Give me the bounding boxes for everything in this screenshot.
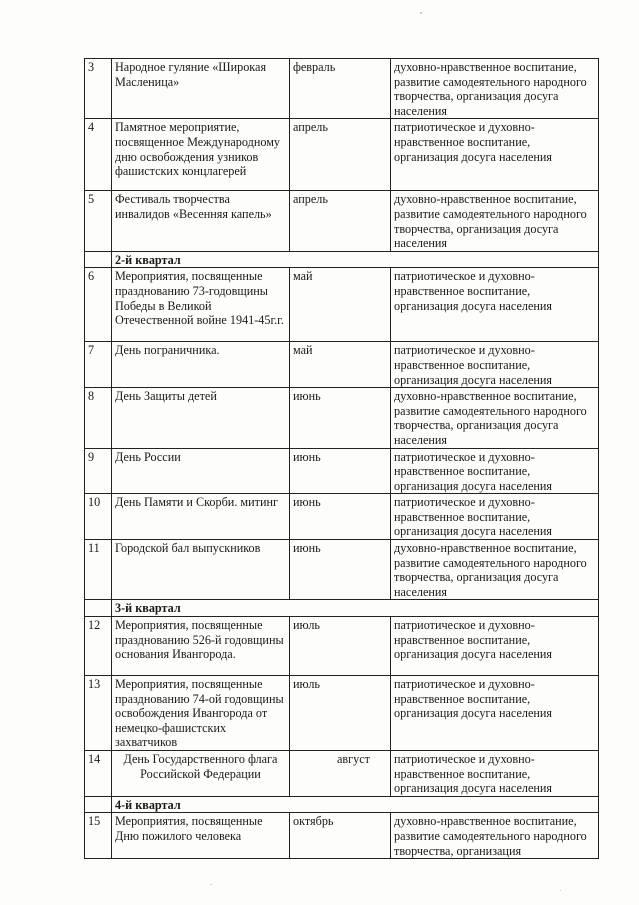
quarter-header-row [85,251,599,268]
event-date-cell: апрель [290,119,391,191]
event-name-cell: Памятное мероприятие, посвященное Международному дню освобождения узников фашистских концлагерей [112,119,290,191]
event-row [85,119,599,191]
event-name-cell: День пограничника. [112,342,290,388]
event-name-cell: Мероприятия, посвященные празднованию 526-й годовщины основания Ивангорода. [112,617,290,676]
event-row [85,540,599,600]
event-name-cell: День Защиты детей [112,388,290,448]
event-date-cell: июль [290,676,391,751]
event-goal-cell: духовно-нравственное воспитание, развитие самодеятельного народного творчества, организация досуга населения [391,191,599,251]
event-goal-cell: патриотическое и духовно-нравственное воспитание, организация досуга населения [391,676,599,751]
event-row [85,342,599,388]
event-date-cell: июнь [290,540,391,600]
event-goal-cell: духовно-нравственное воспитание, развитие самодеятельного народного творчества, организация досуга населения [391,540,599,600]
event-date-cell: февраль [290,59,391,119]
event-date-cell: июнь [290,494,391,540]
event-date-cell: июнь [290,448,391,494]
event-goal-cell: патриотическое и духовно-нравственное воспитание, организация досуга населения [391,268,599,342]
event-goal-cell: патриотическое и духовно-нравственное воспитание, организация досуга населения [391,448,599,494]
event-number-cell: 6 [85,268,112,342]
event-goal-cell: духовно-нравственное воспитание, развитие самодеятельного народного творчества, организация досуга населения [391,59,599,119]
event-number-cell: 12 [85,617,112,676]
event-number-cell: 9 [85,448,112,494]
quarter-row-num-cell [85,600,112,617]
event-name-cell: Фестиваль творчества инвалидов «Весенняя капель» [112,191,290,251]
quarter-row-num-cell [85,796,112,813]
quarter-label: 2-й квартал [112,251,599,268]
event-goal-cell: патриотическое и духовно-нравственное воспитание, организация досуга населения [391,617,599,676]
event-number-cell: 5 [85,191,112,251]
event-date-cell: июль [290,617,391,676]
event-name-cell: Городской бал выпускников [112,540,290,600]
event-number-cell: 7 [85,342,112,388]
event-date-cell: октябрь [290,813,391,859]
event-number-cell: 14 [85,751,112,797]
event-goal-cell: духовно-нравственное воспитание, развитие самодеятельного народного творчества, организация [391,813,599,859]
event-goal-cell: патриотическое и духовно-нравственное воспитание, организация досуга населения [391,342,599,388]
event-row [85,388,599,448]
event-goal-cell: духовно-нравственное воспитание, развитие самодеятельного народного творчества, организация досуга населения [391,388,599,448]
scan-speck [210,884,212,885]
event-name-cell: Мероприятия, посвященные празднованию 74-ой годовщины освобождения Ивангорода от немецко-фашистских захватчиков [112,676,290,751]
event-name-cell: Мероприятия, посвященные Дню пожилого человека [112,813,290,859]
event-name-cell: Мероприятия, посвященные празднованию 73-годовщины Победы в Великой Отечественной войне 1941-45г.г. [112,268,290,342]
event-row [85,494,599,540]
event-date-cell: июнь [290,388,391,448]
event-goal-cell: патриотическое и духовно-нравственное воспитание, организация досуга населения [391,751,599,797]
quarter-row-num-cell [85,251,112,268]
event-date-cell: август [290,751,391,797]
event-number-cell: 15 [85,813,112,859]
events-table-body [85,59,599,859]
event-number-cell: 10 [85,494,112,540]
events-table [84,58,599,859]
event-number-cell: 11 [85,540,112,600]
event-number-cell: 3 [85,59,112,119]
event-number-cell: 8 [85,388,112,448]
event-goal-cell: патриотическое и духовно-нравственное воспитание, организация досуга населения [391,119,599,191]
event-goal-cell: патриотическое и духовно-нравственное воспитание, организация досуга населения [391,494,599,540]
event-date-cell: май [290,268,391,342]
event-date-cell: апрель [290,191,391,251]
event-row [85,676,599,751]
event-row [85,59,599,119]
event-row [85,448,599,494]
event-number-cell: 4 [85,119,112,191]
event-name-cell: День России [112,448,290,494]
event-number-cell: 13 [85,676,112,751]
quarter-label: 3-й квартал [112,600,599,617]
quarter-header-row [85,796,599,813]
event-name-cell: Народное гуляние «Широкая Масленица» [112,59,290,119]
event-name-cell: День Памяти и Скорби. митинг [112,494,290,540]
event-row [85,191,599,251]
event-date-cell: май [290,342,391,388]
event-row [85,617,599,676]
quarter-header-row [85,600,599,617]
event-name-cell: День Государственного флага Российской Федерации [112,751,290,797]
scan-speck [420,12,422,14]
event-row [85,751,599,797]
event-row [85,813,599,859]
event-row [85,268,599,342]
scan-speck [560,890,561,891]
quarter-label: 4-й квартал [112,796,599,813]
